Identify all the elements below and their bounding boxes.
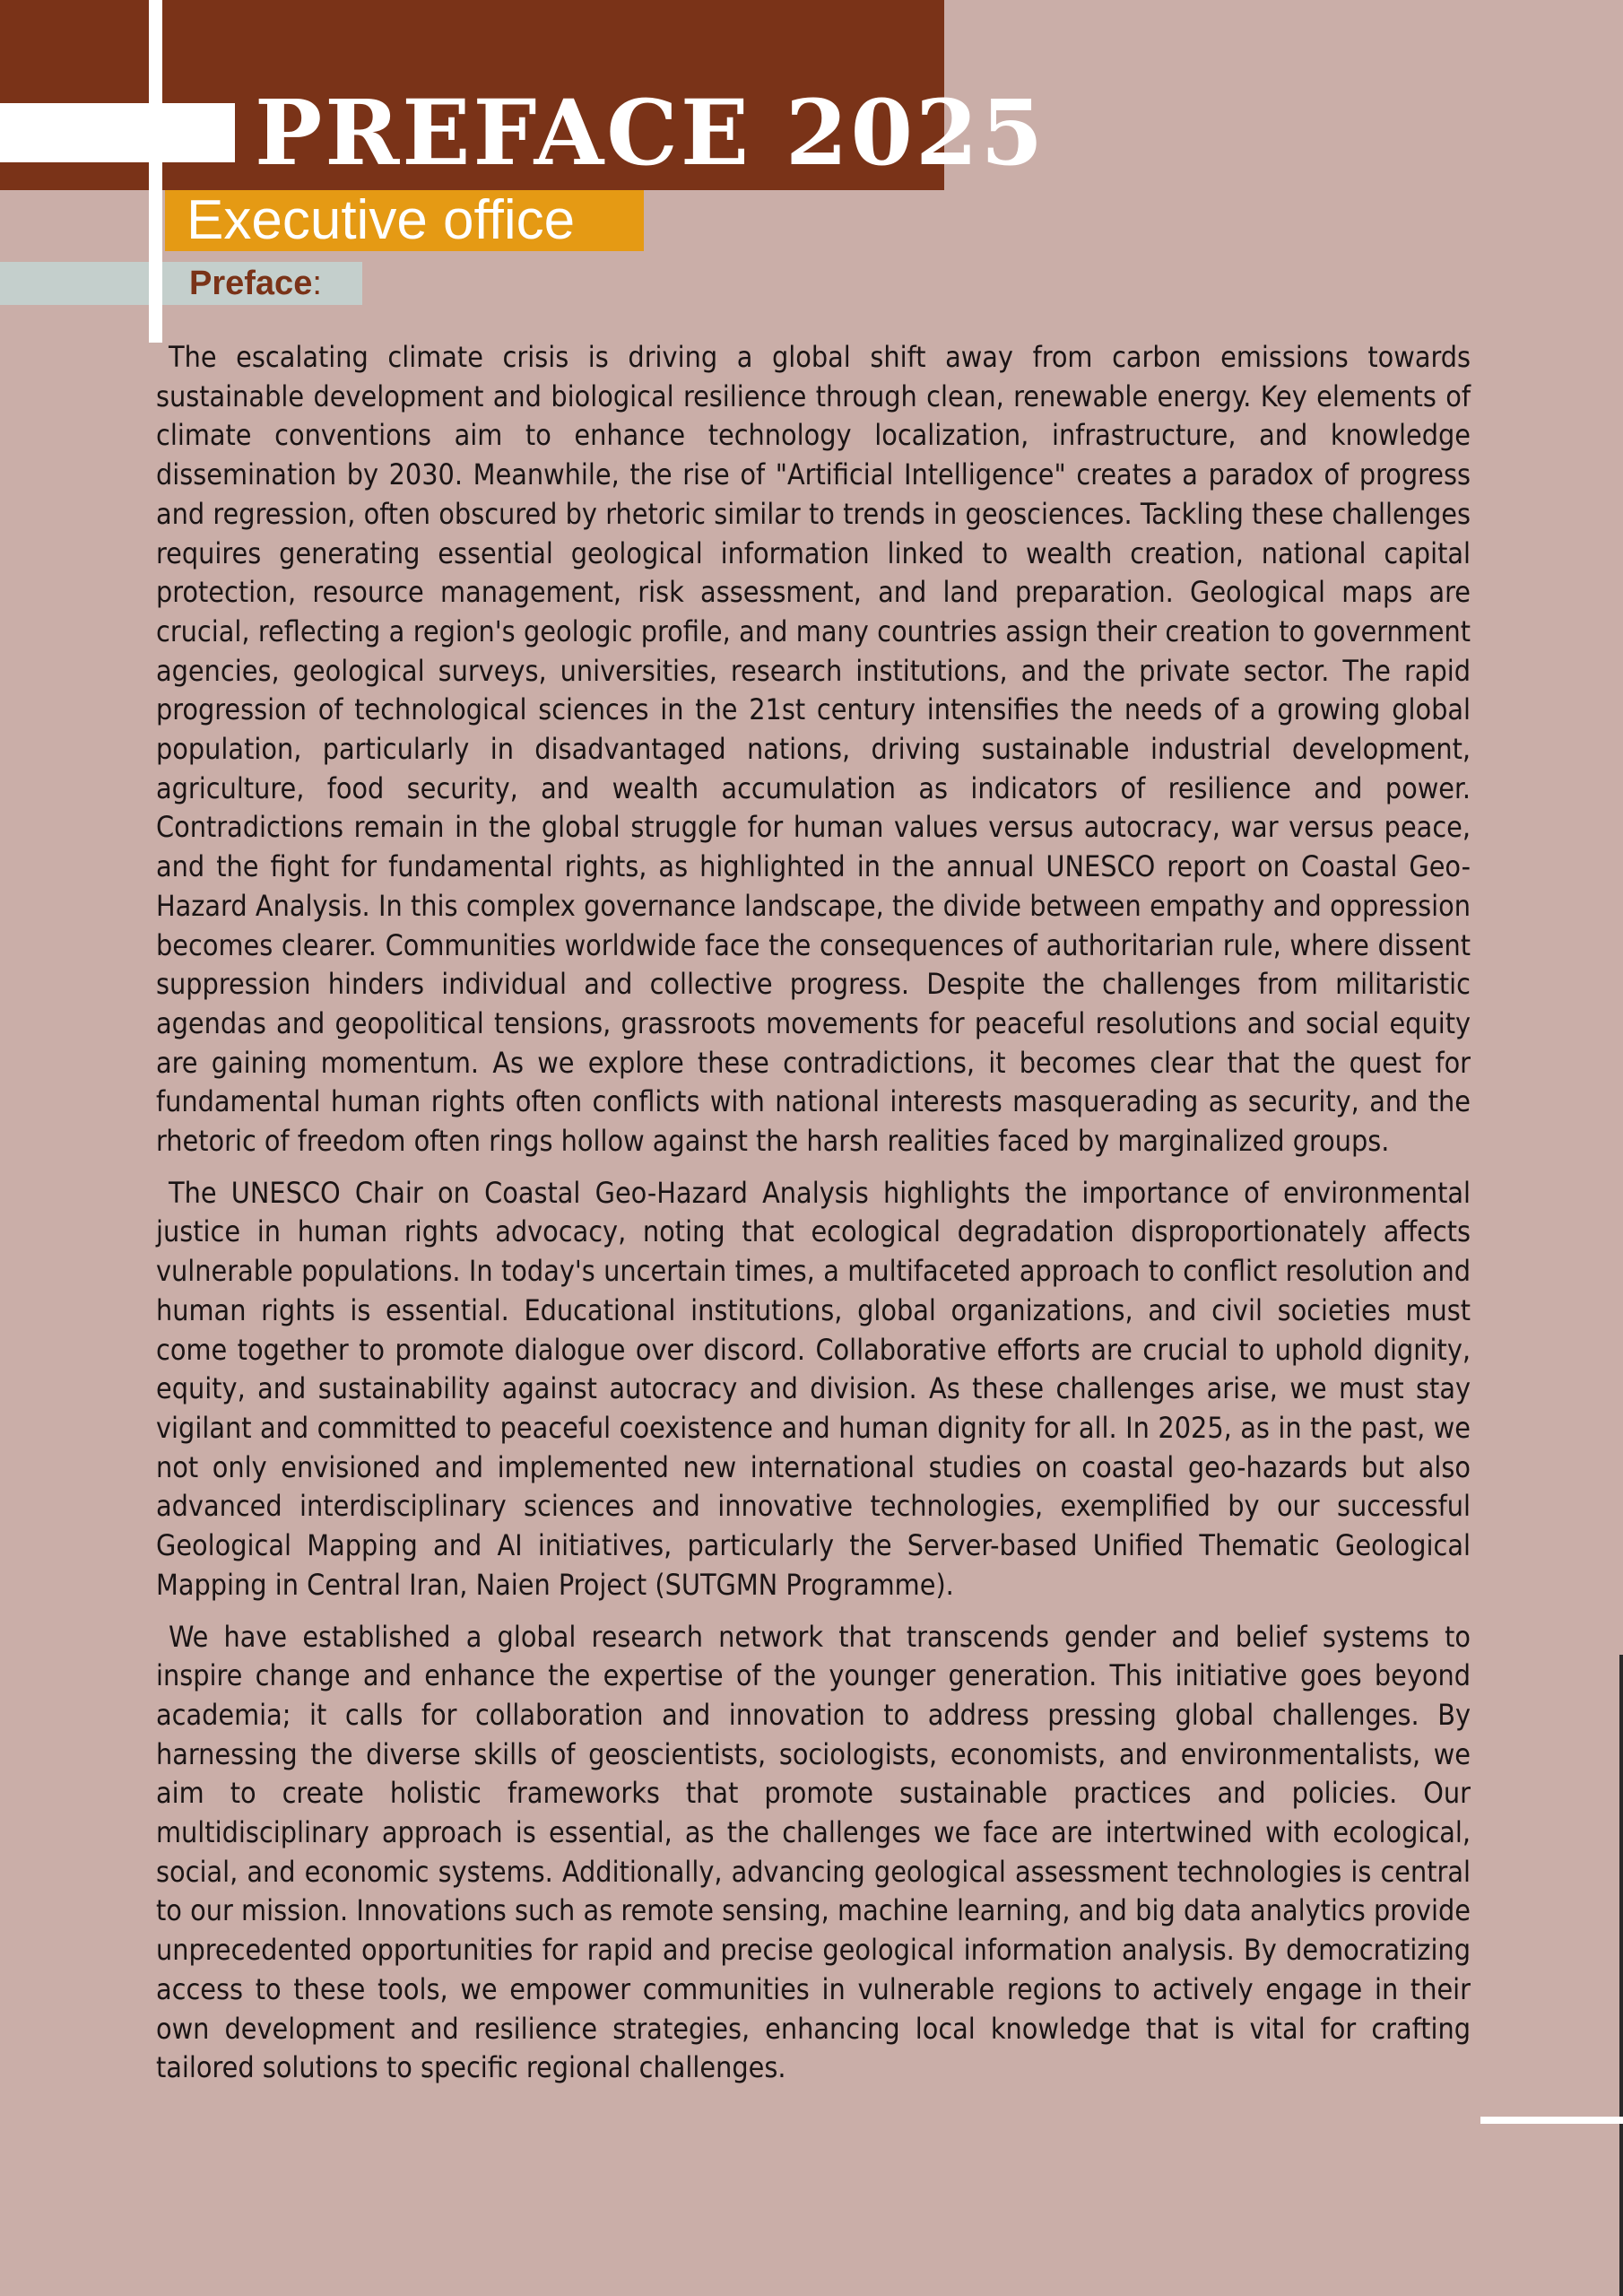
preface-body	[156, 338, 1471, 2100]
decorative-vertical-bar	[149, 0, 162, 343]
paragraph-3: We have established a global research network that transcends gender and belief systems to inspire change and enhance the expertise of the younger generation. This initiative goes beyond academia; it calls for collaboration and innovation to address pressing global challenges. By harnessing the diverse skills of geoscientists, sociologists, economists, and environmentalists, we aim to create holistic frameworks that promote sustainable practices and policies. Our multidisciplinary approach is essential, as the challenges we face are intertwined with ecological, social, and economic systems. Additionally, advancing geological assessment technologies is central to our mission. Innovations such as remote sensing, machine learning, and big data analytics provide unprecedented opportunities for rapid and precise geological information analysis. By democratizing access to these tools, we empower communities in vulnerable regions to actively engage in their own development and resilience strategies, enhancing local knowledge that is vital for crafting tailored solutions to specific regional challenges.	[156, 1619, 1471, 2085]
paragraph-1: The escalating climate crisis is driving a global shift away from carbon emissions towards sustainable development and biological resilience through clean, renewable energy. Key elements of climate conventions aim to enhance technology localization, infrastructure, and knowledge dissemination by 2030. Meanwhile, the rise of "Artificial Intelligence" creates a paradox of progress and regression, often obscured by rhetoric similar to trends in geosciences. Tackling these challenges requires generating essential geological information linked to wealth creation, national capital protection, resource management, risk assessment, and land preparation. Geological maps are crucial, reflecting a region's geologic profile, and many countries assign their creation to government agencies, geological surveys, universities, research institutions, and the private sector. The rapid progression of technological sciences in the 21st century intensifies the needs of a growing global population, particularly in disadvantaged nations, driving sustainable industrial development, agriculture, food security, and wealth accumulation as indicators of resilience and power. Contradictions remain in the global struggle for human values versus autocracy, war versus peace, and the fight for fundamental rights, as highlighted in the annual UNESCO report on Coastal Geo-Hazard Analysis. In this complex governance landscape, the divide between empathy and oppression becomes clearer. Communities worldwide face the consequences of authoritarian rule, where dissent suppression hinders individual and collective progress. Despite the challenges from militaristic agendas and geopolitical tensions, grassroots movements for peaceful resolutions and social equity are gaining momentum. As we explore these contradictions, it becomes clear that the quest for fundamental human rights often conflicts with national interests masquerading as security, and the rhetoric of freedom often rings hollow against the harsh realities faced by marginalized groups.	[156, 340, 1471, 1159]
decorative-horizontal-bar	[0, 103, 235, 162]
decorative-bottom-right-bar	[1480, 2117, 1623, 2124]
page-title: PREFACE 2025	[255, 80, 1046, 186]
section-label	[189, 262, 322, 305]
paragraph-2: The UNESCO Chair on Coastal Geo-Hazard Analysis highlights the importance of environmental justice in human rights advocacy, noting that ecological degradation disproportionately affects vulnerable populations. In today's uncertain times, a multifaceted approach to conflict resolution and human rights is essential. Educational institutions, global organizations, and civil societies must come together to promote dialogue over discord. Collaborative efforts are crucial to uphold dignity, equity, and sustainability against autocracy and division. As these challenges arise, we must stay vigilant and committed to peaceful coexistence and human dignity for all. In 2025, as in the past, we not only envisioned and implemented new international studies on coastal geo-hazards but also advanced interdisciplinary sciences and innovative technologies, exemplified by our successful Geological Mapping and AI initiatives, particularly the Server-based Unified Thematic Geological Mapping in Central Iran, Naien Project (SUTGMN Programme).	[156, 1175, 1471, 1602]
decorative-right-edge-line	[1619, 1655, 1623, 2296]
subtitle: Executive office	[187, 189, 576, 251]
section-label-text: Preface	[189, 265, 313, 302]
section-label-colon: :	[312, 265, 322, 302]
